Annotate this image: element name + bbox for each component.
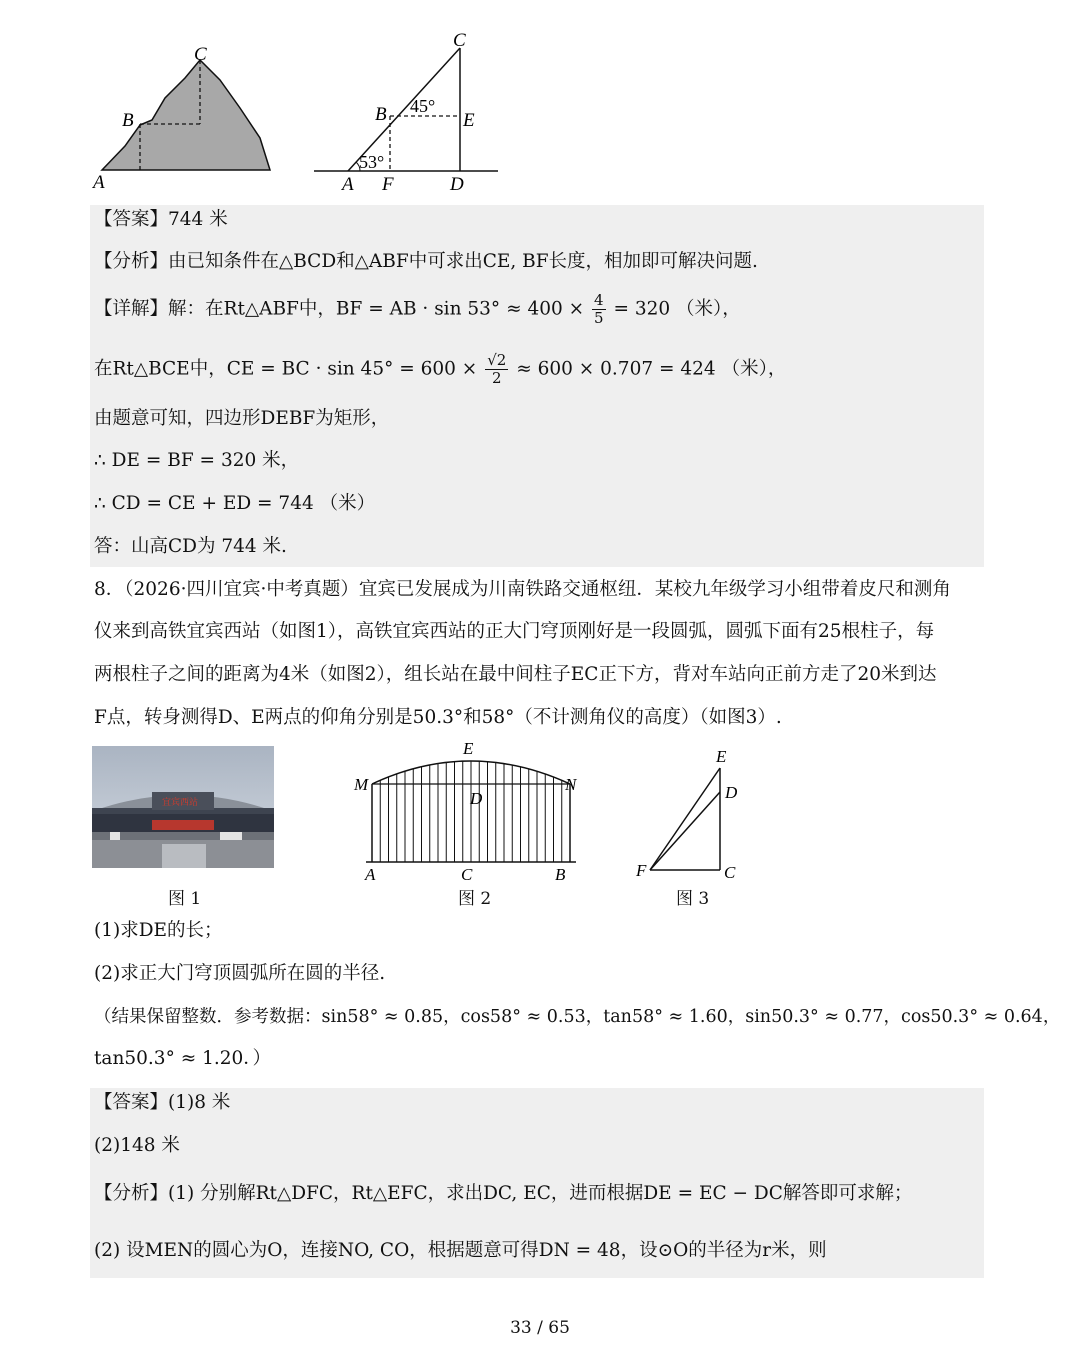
label-e: E bbox=[716, 747, 727, 766]
label-f: F bbox=[382, 174, 394, 194]
label-c: C bbox=[724, 863, 736, 882]
label-a: A bbox=[93, 172, 105, 188]
label-e: E bbox=[463, 739, 474, 758]
q8-answer-2: (2)148 米 bbox=[94, 1135, 180, 1156]
q8-line-3: 两根柱子之间的距离为4米（如图2），组长站在最中间柱子EC正下方，背对车站向正前方走了20米到达 bbox=[94, 664, 937, 685]
label-m: M bbox=[354, 775, 369, 794]
label-e: E bbox=[463, 110, 475, 131]
q7-detail-4: ∴ DE = BF = 320 米， bbox=[94, 450, 300, 471]
station-photo bbox=[92, 746, 274, 868]
q8-sub-2: (2)求正大门穹顶圆弧所在圆的半径. bbox=[94, 963, 386, 984]
q7-detail-1: 【详解】解：在Rt△ABF中，BF = AB · sin 53° ≈ 400 × $\frac{4}{5}$ = 320 （米）， bbox=[94, 291, 741, 327]
label-c: C bbox=[453, 30, 466, 51]
angle-53: 53° bbox=[359, 152, 385, 172]
station-sign: 宜宾西站 bbox=[162, 797, 199, 807]
label-d: D bbox=[470, 789, 483, 808]
label-b: B bbox=[375, 104, 387, 125]
q7-detail-3: 由题意可知，四边形DEBF为矩形， bbox=[94, 408, 390, 429]
page-number: 33 / 65 bbox=[510, 1318, 570, 1338]
q8-line-2: 仪来到高铁宜宾西站（如图1），高铁宜宾西站的正大门穹顶刚好是一段圆弧，圆弧下面有25根柱子，每 bbox=[94, 621, 935, 642]
fig1-caption: 图 1 bbox=[168, 889, 202, 909]
q8-ref-1: （结果保留整数．参考数据：sin58° ≈ 0.85，cos58° ≈ 0.53，tan58° ≈ 1.60，sin50.3° ≈ 0.77，cos50.3° ≈ 0.64， bbox=[94, 1007, 1061, 1027]
q7-detail-6: 答：山高CD为 744 米. bbox=[94, 536, 287, 557]
q7-detail-5: ∴ CD = CE + ED = 744 （米） bbox=[94, 493, 376, 514]
q8-line-1: 8．（2026·四川宜宾·中考真题）宜宾已发展成为川南铁路交通枢纽．某校九年级学习小组带着皮尺和测角 bbox=[94, 579, 951, 600]
label-n: N bbox=[565, 775, 577, 794]
label-a: A bbox=[365, 865, 376, 884]
label-c: C bbox=[194, 44, 207, 65]
label-b: B bbox=[555, 865, 566, 884]
q7-analysis: 【分析】由已知条件在△BCD和△ABF中可求出CE, BF长度，相加即可解决问题. bbox=[94, 251, 758, 272]
fig2-caption: 图 2 bbox=[458, 889, 492, 909]
label-a: A bbox=[342, 174, 354, 194]
q8-answer-1: 【答案】(1)8 米 bbox=[94, 1092, 231, 1113]
q8-analysis-1: 【分析】(1) 分别解Rt△DFC，Rt△EFC，求出DC, EC，进而根据DE = EC − DC解答即可求解； bbox=[94, 1183, 913, 1204]
mountain-figure bbox=[90, 38, 280, 188]
triangle-figure bbox=[312, 26, 507, 194]
fig3-caption: 图 3 bbox=[676, 889, 710, 909]
q7-detail-2: 在Rt△BCE中，CE = BC · sin 45° = 600 × $\frac{√2}{2}$ ≈ 600 × 0.707 = 424 （米）， bbox=[94, 351, 787, 387]
label-f: F bbox=[636, 861, 647, 880]
label-d: D bbox=[725, 783, 738, 802]
q8-sub-1: (1)求DE的长； bbox=[94, 920, 223, 941]
arch-figure bbox=[352, 738, 588, 884]
q8-analysis-2: (2) 设MEN的圆心为O，连接NO, CO，根据题意可得DN = 48，设⊙O的半径为r米，则 bbox=[94, 1240, 827, 1261]
label-c: C bbox=[461, 865, 473, 884]
angle-45: 45° bbox=[410, 96, 436, 116]
q8-line-4: F点，转身测得D、E两点的仰角分别是50.3°和58°（不计测角仪的高度）（如图3）. bbox=[94, 707, 782, 728]
fraction-sqrt2-2: $\frac{√2}{2}$ bbox=[487, 351, 507, 387]
label-b: B bbox=[122, 110, 134, 131]
q8-ref-2: tan50.3° ≈ 1.20．） bbox=[94, 1048, 272, 1069]
fraction-4-5: $\frac{4}{5}$ bbox=[594, 291, 604, 327]
label-d: D bbox=[450, 174, 464, 194]
elevation-figure bbox=[632, 744, 742, 884]
q7-answer: 【答案】744 米 bbox=[94, 209, 228, 230]
